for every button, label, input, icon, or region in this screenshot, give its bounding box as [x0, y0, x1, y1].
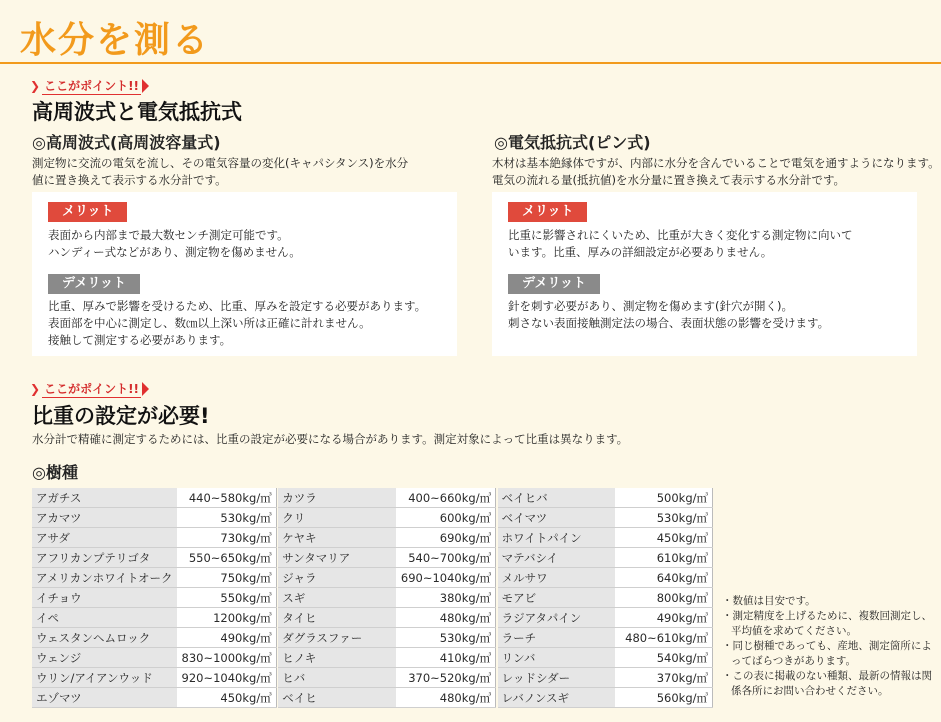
table-row	[32, 688, 713, 708]
species-name: ウリン/アイアンウッド	[32, 668, 177, 688]
species-name: アサダ	[32, 528, 177, 548]
hf-demerit	[48, 298, 426, 349]
species-density: 480~610kg/㎥	[616, 628, 713, 648]
hf-merit-line: ハンディー式などがあり、測定物を傷めません。	[48, 245, 301, 259]
species-density: 640kg/㎥	[616, 568, 713, 588]
hf-merit-line: 表面から内部まで最大数センチ測定可能です。	[48, 228, 289, 242]
table-row	[32, 588, 713, 608]
er-intro-line: 電気の流れる量(抵抗値)を水分量に置き換えて表示する水分計です。	[492, 173, 846, 187]
species-density: 410kg/㎥	[396, 648, 495, 668]
hf-intro-line: 値に置き換えて表示する水分計です。	[32, 173, 227, 187]
species-density: 440~580kg/㎥	[177, 488, 276, 508]
species-density: 370kg/㎥	[616, 668, 713, 688]
species-name: ヒノキ	[278, 648, 396, 668]
species-density: 560kg/㎥	[616, 688, 713, 708]
species-name: クリ	[278, 508, 396, 528]
er-demerit	[508, 298, 829, 332]
er-merit-line: 比重に影響されにくいため、比重が大きく変化する測定物に向いて	[508, 228, 853, 242]
table-row	[32, 668, 713, 688]
species-name: エゾマツ	[32, 688, 177, 708]
table-row	[32, 508, 713, 528]
species-density: 450kg/㎥	[616, 528, 713, 548]
point-tag-label: ここがポイント!!	[44, 382, 140, 396]
species-heading: ◎樹種	[32, 463, 78, 482]
hf-intro	[32, 155, 408, 189]
hf-heading: ◎高周波式(高周波容量式)	[32, 133, 221, 152]
table-row	[32, 608, 713, 628]
species-density: 450kg/㎥	[177, 688, 276, 708]
table-row	[32, 528, 713, 548]
er-merit-line: います。比重、厚みの詳細設定が必要ありません。	[508, 245, 773, 259]
note: ・数値は目安です。	[722, 595, 816, 607]
species-density: 1200kg/㎥	[177, 608, 276, 628]
table-row	[32, 628, 713, 648]
hf-demerit-line: 比重、厚みで影響を受けるため、比重、厚みを設定する必要があります。	[48, 299, 427, 313]
species-name: アメリカンホワイトオーク	[32, 568, 177, 588]
hf-demerit-line: 接触して測定する必要があります。	[48, 333, 232, 347]
species-name: ウェンジ	[32, 648, 177, 668]
species-name: カツラ	[278, 488, 396, 508]
title-rule	[0, 62, 941, 64]
species-name: タイヒ	[278, 608, 396, 628]
species-name: モアビ	[498, 588, 616, 608]
species-name: レッドシダー	[498, 668, 616, 688]
species-name: イチョウ	[32, 588, 177, 608]
species-density: 490kg/㎥	[616, 608, 713, 628]
demerit-badge: デメリット	[48, 274, 140, 294]
species-density: 370~520kg/㎥	[396, 668, 495, 688]
er-intro-line: 木材は基本絶縁体ですが、内部に水分を含んでいることで電気を通すようになります。	[492, 156, 940, 170]
section2-intro: 水分計で精確に測定するためには、比重の設定が必要になる場合があります。測定対象によって比重は異なります。	[32, 432, 629, 446]
species-density: 530kg/㎥	[177, 508, 276, 528]
er-demerit-line: 刺さない表面接触測定法の場合、表面状態の影響を受けます。	[508, 316, 830, 330]
table-row	[32, 648, 713, 668]
species-name: リンバ	[498, 648, 616, 668]
species-density: 800kg/㎥	[616, 588, 713, 608]
hf-card	[32, 192, 457, 356]
species-density: 540~700kg/㎥	[396, 548, 495, 568]
demerit-badge: デメリット	[508, 274, 600, 294]
species-density: 690kg/㎥	[396, 528, 495, 548]
species-density: 920~1040kg/㎥	[177, 668, 276, 688]
note: ・測定精度を上げるために、複数回測定し、平均値を求めてください。	[722, 610, 932, 637]
merit-badge: メリット	[508, 202, 587, 222]
point-tag-label: ここがポイント!!	[44, 79, 140, 93]
er-card	[492, 192, 917, 356]
species-name: マテバシイ	[498, 548, 616, 568]
species-name: イペ	[32, 608, 177, 628]
hf-demerit-line: 表面部を中心に測定し、数㎝以上深い所は正確に計れません。	[48, 316, 371, 330]
species-density: 550kg/㎥	[177, 588, 276, 608]
species-density: 690~1040kg/㎥	[396, 568, 495, 588]
species-name: レバノンスギ	[498, 688, 616, 708]
hf-intro-line: 測定物に交流の電気を流し、その電気容量の変化(キャパシタンス)を水分	[32, 156, 409, 170]
species-density: 610kg/㎥	[616, 548, 713, 568]
species-density: 600kg/㎥	[396, 508, 495, 528]
table-row	[32, 568, 713, 588]
species-table	[32, 488, 713, 708]
species-name: スギ	[278, 588, 396, 608]
species-name: アガチス	[32, 488, 177, 508]
species-name: ダグラスファー	[278, 628, 396, 648]
point-tag	[30, 381, 149, 397]
page-title: 水分を測る	[20, 20, 211, 61]
species-name: ヒバ	[278, 668, 396, 688]
note: ・この表に掲載のない種類、最新の情報は関係各所にお問い合わせください。	[722, 670, 932, 697]
species-density: 480kg/㎥	[396, 608, 495, 628]
section2-heading: 比重の設定が必要!	[32, 404, 210, 428]
merit-badge: メリット	[48, 202, 127, 222]
species-density: 530kg/㎥	[396, 628, 495, 648]
table-row	[32, 488, 713, 508]
species-name: ウェスタンヘムロック	[32, 628, 177, 648]
er-demerit-line: 針を刺す必要があり、測定物を傷めます(針穴が開く)。	[508, 299, 793, 313]
species-name: ホワイトパイン	[498, 528, 616, 548]
species-density: 400~660kg/㎥	[396, 488, 495, 508]
species-name: ベイヒ	[278, 688, 396, 708]
tag-arrow-icon	[142, 382, 149, 396]
species-density: 540kg/㎥	[616, 648, 713, 668]
species-density: 550~650kg/㎥	[177, 548, 276, 568]
tag-arrow-icon	[142, 79, 149, 93]
species-density: 490kg/㎥	[177, 628, 276, 648]
species-name: アカマツ	[32, 508, 177, 528]
species-name: アフリカンプテリゴタ	[32, 548, 177, 568]
species-name: メルサワ	[498, 568, 616, 588]
point-tag	[30, 78, 149, 94]
species-name: ジャラ	[278, 568, 396, 588]
note: ・同じ樹種であっても、産地、測定箇所によってばらつきがあります。	[722, 640, 932, 667]
table-row	[32, 548, 713, 568]
species-density: 500kg/㎥	[616, 488, 713, 508]
species-name: ベイヒバ	[498, 488, 616, 508]
er-heading: ◎電気抵抗式(ピン式)	[494, 133, 651, 152]
species-density: 750kg/㎥	[177, 568, 276, 588]
species-density: 380kg/㎥	[396, 588, 495, 608]
chevron-right-icon: ❯	[30, 382, 41, 396]
hf-merit	[48, 227, 301, 261]
species-density: 530kg/㎥	[616, 508, 713, 528]
species-density: 730kg/㎥	[177, 528, 276, 548]
species-name: ラジアタパイン	[498, 608, 616, 628]
species-name: ベイマツ	[498, 508, 616, 528]
notes	[722, 594, 937, 699]
section1-heading: 高周波式と電気抵抗式	[32, 100, 242, 124]
species-name: サンタマリア	[278, 548, 396, 568]
er-merit	[508, 227, 853, 261]
chevron-right-icon: ❯	[30, 79, 41, 93]
species-name: ケヤキ	[278, 528, 396, 548]
species-density: 830~1000kg/㎥	[177, 648, 276, 668]
er-intro	[492, 155, 940, 189]
species-density: 480kg/㎥	[396, 688, 495, 708]
species-name: ラーチ	[498, 628, 616, 648]
